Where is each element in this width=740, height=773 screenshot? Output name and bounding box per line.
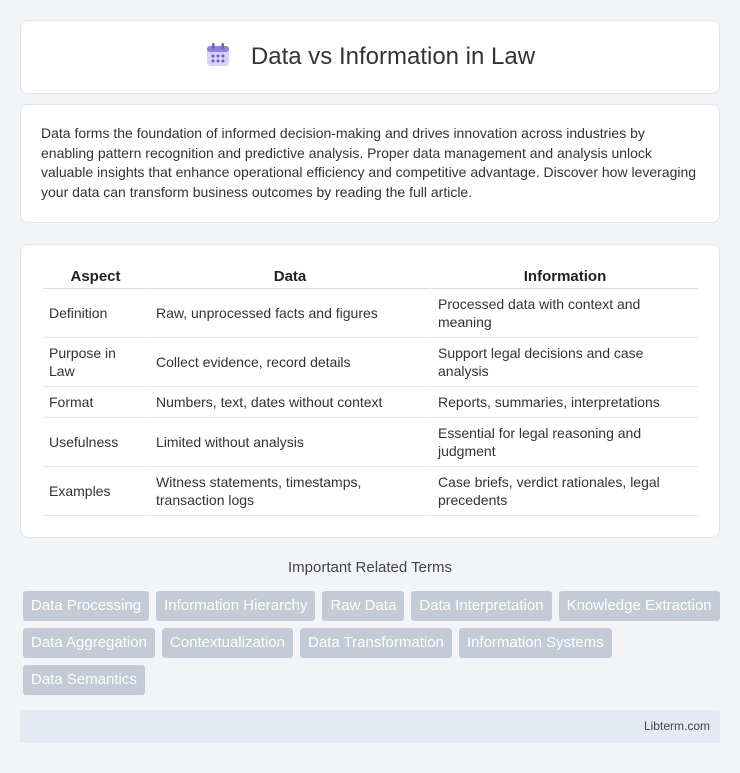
related-term-tag[interactable]: Information Systems [459,628,612,658]
cell-aspect: Examples [43,467,148,516]
comparison-table-card [20,244,720,538]
related-terms-title: Important Related Terms [288,559,452,576]
comparison-table [43,264,698,516]
cell-information: Reports, summaries, interpretations [430,387,698,418]
cell-data: Witness statements, timestamps, transaction logs [148,467,430,516]
table-row [43,467,698,516]
header-data: Data [148,264,430,289]
cell-information: Essential for legal reasoning and judgment [430,418,698,467]
cell-data: Raw, unprocessed facts and figures [148,289,430,338]
related-terms-list [23,591,723,695]
related-term-tag[interactable]: Data Semantics [23,665,145,695]
header-information: Information [430,264,698,289]
page-title: Data vs Information in Law [250,43,536,70]
related-term-tag[interactable]: Data Aggregation [23,628,155,658]
table-header-row [43,264,698,289]
related-term-tag[interactable]: Raw Data [322,591,404,621]
header-aspect: Aspect [43,264,148,289]
related-term-tag[interactable]: Information Hierarchy [156,591,315,621]
related-term-tag[interactable]: Data Processing [23,591,149,621]
cell-information: Case briefs, verdict rationales, legal precedents [430,467,698,516]
header-card [20,20,720,94]
cell-aspect: Format [43,387,148,418]
table-row [43,289,698,338]
table-row [43,387,698,418]
footer [20,710,720,743]
table-row [43,338,698,387]
intro-card [20,104,720,223]
table-row [43,418,698,467]
calendar-icon [205,42,231,73]
cell-data: Collect evidence, record details [148,338,430,387]
related-term-tag[interactable]: Contextualization [162,628,293,658]
related-term-tag[interactable]: Knowledge Extraction [559,591,720,621]
intro-text: Data forms the foundation of informed decision-making and drives innovation across industries by enabling pattern recognition and predictive analysis. Proper data management and analysis unlock valuable insights that enhance operational efficiency and competitive advantage. Discover how leveraging your data can transform business outcomes by reading the full article. [41,125,697,200]
cell-aspect: Definition [43,289,148,338]
cell-data: Limited without analysis [148,418,430,467]
cell-data: Numbers, text, dates without context [148,387,430,418]
related-term-tag[interactable]: Data Transformation [300,628,452,658]
cell-aspect: Purpose in Law [43,338,148,387]
footer-site-link[interactable]: Libterm.com [643,719,710,733]
cell-information: Support legal decisions and case analysis [430,338,698,387]
related-term-tag[interactable]: Data Interpretation [411,591,551,621]
cell-information: Processed data with context and meaning [430,289,698,338]
cell-aspect: Usefulness [43,418,148,467]
